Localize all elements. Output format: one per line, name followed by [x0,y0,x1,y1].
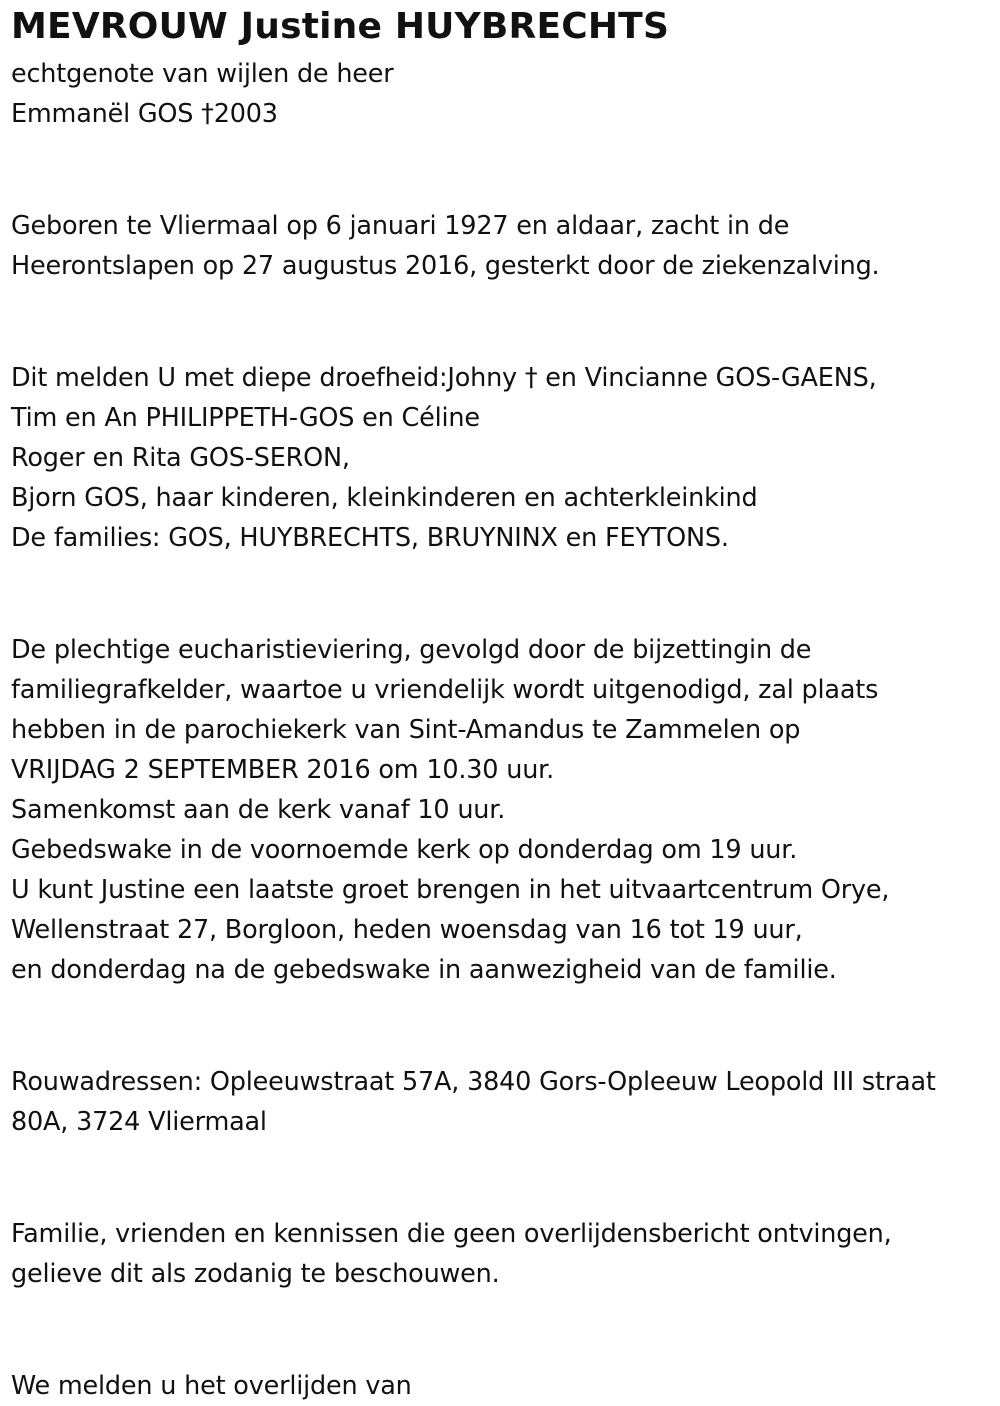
paragraph-gap [11,574,996,614]
text-line: hebben in de parochiekerk van Sint-Amandus te Zammelen op [11,715,801,745]
text-line: en donderdag na de gebedswake in aanwezigheid van de familie. [11,955,837,985]
paragraph-gap [11,150,996,190]
text-line: VRIJDAG 2 SEPTEMBER 2016 om 10.30 uur. [11,755,555,785]
text-line: De families: GOS, HUYBRECHTS, BRUYNINX en FEYTONS. [11,523,729,553]
text-line: Familie, vrienden en kennissen die geen overlijdensbericht ontvingen, [11,1219,892,1249]
text-line: Roger en Rita GOS-SERON, [11,443,350,473]
text-line: De plechtige eucharistieviering, gevolgd door de bijzettingin de [11,635,812,665]
text-line: Tim en An PHILIPPETH-GOS en Céline [11,403,480,433]
text-line: Heerontslapen op 27 augustus 2016, gesterkt door de ziekenzalving. [11,251,880,281]
text-line: Gebedswake in de voornoemde kerk op donderdag om 19 uur. [11,835,798,865]
text-line: Wellenstraat 27, Borgloon, heden woensdag van 16 tot 19 uur, [11,915,803,945]
paragraph-gap [11,1158,996,1198]
text-line: Emmanël GOS †2003 [11,99,278,129]
text-line: Dit melden U met diepe droefheid:Johny † en Vincianne GOS-GAENS, [11,363,877,393]
notice-title: MEVROUW Justine HUYBRECHTS [11,6,670,47]
text-line: familiegrafkelder, waartoe u vriendelijk wordt uitgenodigd, zal plaats [11,675,879,705]
text-line: Geboren te Vliermaal op 6 januari 1927 en aldaar, zacht in de [11,211,790,241]
text-line: 80A, 3724 Vliermaal [11,1107,267,1137]
notice-body [11,54,996,1406]
death-notice [11,0,996,1406]
paragraph-gap [11,302,996,342]
text-line: Samenkomst aan de kerk vanaf 10 uur. [11,795,506,825]
text-line: echtgenote van wijlen de heer [11,59,394,89]
paragraph-gap [11,1006,996,1046]
text-line: gelieve dit als zodanig te beschouwen. [11,1259,500,1289]
text-line: We melden u het overlijden van [11,1371,412,1401]
text-line: U kunt Justine een laatste groet brengen in het uitvaartcentrum Orye, [11,875,890,905]
text-line: Bjorn GOS, haar kinderen, kleinkinderen en achterkleinkind [11,483,758,513]
text-line: Rouwadressen: Opleeuwstraat 57A, 3840 Gors-Opleeuw Leopold III straat [11,1067,936,1097]
paragraph-gap [11,1310,996,1350]
